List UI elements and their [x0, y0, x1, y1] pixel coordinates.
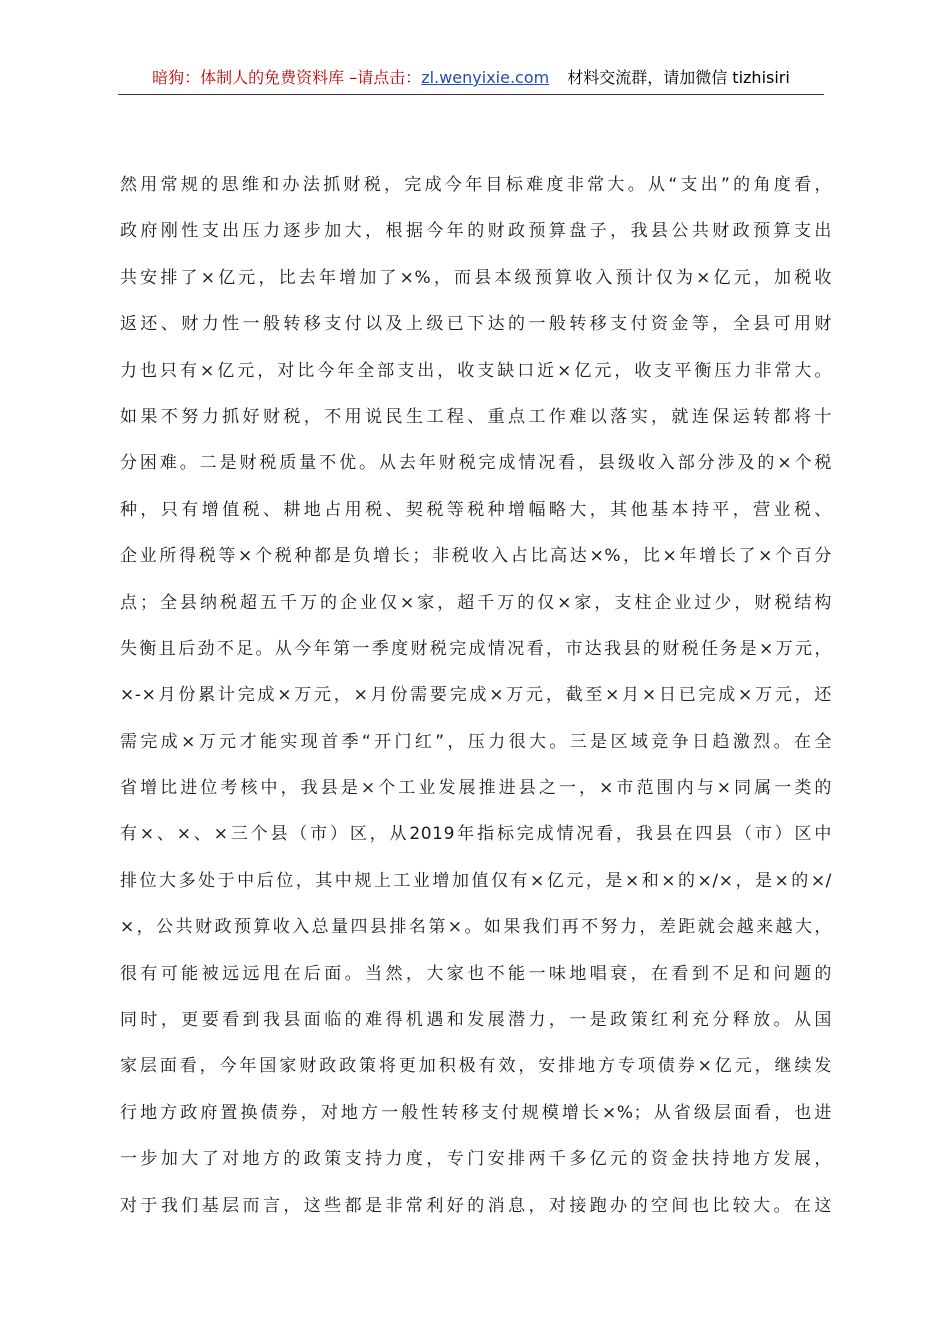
body-line: 很有可能被远远甩在后面。当然，大家也不能一味地唱衰，在看到不足和问题的 [120, 963, 832, 984]
header-link[interactable]: zl.wenyixie.com [421, 68, 550, 87]
body-line: 需完成×万元才能实现首季“开门红”，压力很大。三是区域竞争日趋激烈。在全 [120, 731, 832, 752]
body-line: 省增比进位考核中，我县是×个工业发展推进县之一，×市范围内与×同属一类的 [120, 778, 832, 799]
body-line: 然用常规的思维和办法抓财税，完成今年目标难度非常大。从“支出”的角度看， [120, 175, 832, 195]
body-line: 有×、×、×三个县（市）区，从2019年指标完成情况看，我县在四县（市）区中 [120, 824, 832, 845]
body-line: 排位大多处于中后位，其中规上工业增加值仅有×亿元，是×和×的×/×，是×的×/ [120, 870, 832, 891]
body-line: 一步加大了对地方的政策支持力度，专门安排两千多亿元的资金扶持地方发展， [120, 1149, 832, 1170]
body-line: 对于我们基层而言，这些都是非常利好的消息，对接跑办的空间也比较大。在这 [120, 1195, 832, 1216]
body-line: 共安排了×亿元，比去年增加了×%，而县本级预算收入预计仅为×亿元，加税收 [120, 267, 832, 288]
body-line: 家层面看，今年国家财政政策将更加积极有效，安排地方专项债券×亿元，继续发 [120, 1056, 832, 1077]
header-contact: 材料交流群，请加微信 tizhisiri [567, 68, 790, 87]
body-line: ×，公共财政预算收入总量四县排名第×。如果我们再不努力，差距就会越来越大， [120, 917, 832, 938]
header-brand: 暗狗：体制人的免费资料库 [152, 68, 345, 87]
body-line: 点；全县纳税超五千万的企业仅×家，超千万的仅×家，支柱企业过少，财税结构 [120, 592, 832, 613]
document-body [120, 162, 832, 1229]
body-line: 力也只有×亿元，对比今年全部支出，收支缺口近×亿元，收支平衡压力非常大。 [120, 360, 832, 381]
header-separator: –请点击： [344, 68, 422, 87]
body-line: 同时，更要看到我县面临的难得机遇和发展潜力，一是政策红利充分释放。从国 [120, 1010, 832, 1031]
body-line: 分困难。二是财税质量不优。从去年财税完成情况看，县级收入部分涉及的×个税 [120, 453, 832, 474]
body-line: 行地方政府置换债券，对地方一般性转移支付规模增长×%；从省级层面看，也进 [120, 1102, 832, 1123]
page-header [118, 66, 824, 95]
body-line: 失衡且后劲不足。从今年第一季度财税完成情况看，市达我县的财税任务是×万元， [120, 638, 832, 659]
body-line: 政府刚性支出压力逐步加大，根据今年的财政预算盘子，我县公共财政预算支出 [120, 221, 832, 242]
body-line: 如果不努力抓好财税，不用说民生工程、重点工作难以落实，就连保运转都将十 [120, 406, 832, 427]
body-line: 返还、财力性一般转移支付以及上级已下达的一般转移支付资金等，全县可用财 [120, 314, 832, 335]
body-line: ×-×月份累计完成×万元，×月份需要完成×万元，截至×月×日已完成×万元，还 [120, 685, 832, 706]
body-line: 种，只有增值税、耕地占用税、契税等税种增幅略大，其他基本持平，营业税、 [120, 499, 832, 520]
body-line: 企业所得税等×个税种都是负增长；非税收入占比高达×%，比×年增长了×个百分 [120, 546, 832, 567]
